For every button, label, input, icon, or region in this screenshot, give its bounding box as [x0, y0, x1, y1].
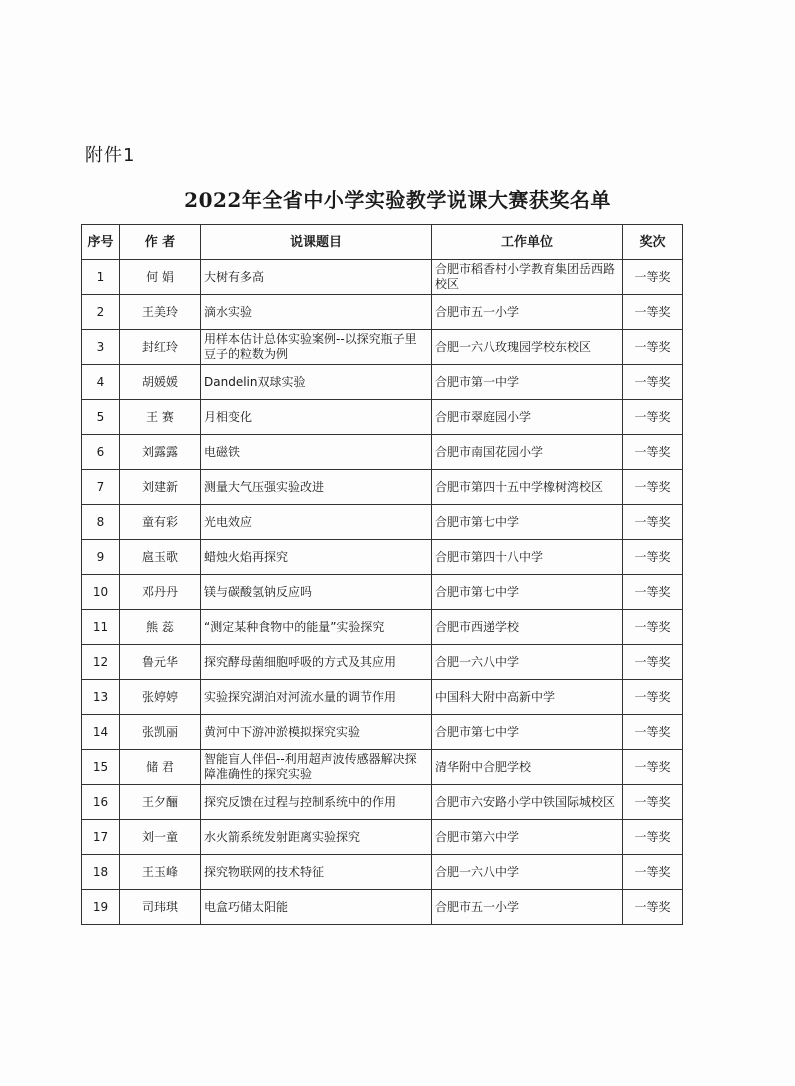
lecture-topic: 探究物联网的技术特征	[201, 855, 432, 890]
table-row	[82, 435, 683, 470]
row-number: 18	[82, 855, 120, 890]
work-unit: 合肥市五一小学	[432, 295, 623, 330]
row-number: 15	[82, 750, 120, 785]
award-level: 一等奖	[623, 610, 683, 645]
author-name: 张婷婷	[120, 680, 201, 715]
table-row	[82, 610, 683, 645]
lecture-topic: 大树有多高	[201, 260, 432, 295]
author-name: 封红玲	[120, 330, 201, 365]
table-header-row	[82, 225, 683, 260]
author-name: 扈玉歌	[120, 540, 201, 575]
work-unit: 合肥市六安路小学中铁国际城校区	[432, 785, 623, 820]
author-name: 刘一童	[120, 820, 201, 855]
award-level: 一等奖	[623, 505, 683, 540]
award-level: 一等奖	[623, 540, 683, 575]
award-level: 一等奖	[623, 295, 683, 330]
work-unit: 合肥市第七中学	[432, 505, 623, 540]
author-name: 司玮琪	[120, 890, 201, 925]
column-header-no: 序号	[82, 225, 120, 260]
award-level: 一等奖	[623, 715, 683, 750]
row-number: 19	[82, 890, 120, 925]
award-level: 一等奖	[623, 330, 683, 365]
work-unit: 中国科大附中高新中学	[432, 680, 623, 715]
row-number: 16	[82, 785, 120, 820]
work-unit: 合肥市第六中学	[432, 820, 623, 855]
award-level: 一等奖	[623, 785, 683, 820]
author-name: 王美玲	[120, 295, 201, 330]
author-name: 邓丹丹	[120, 575, 201, 610]
work-unit: 合肥市稻香村小学教育集团岳西路校区	[432, 260, 623, 295]
lecture-topic: 探究酵母菌细胞呼吸的方式及其应用	[201, 645, 432, 680]
table-row	[82, 400, 683, 435]
work-unit: 合肥市翠庭园小学	[432, 400, 623, 435]
award-level: 一等奖	[623, 750, 683, 785]
document-title: 2022年全省中小学实验教学说课大赛获奖名单	[184, 188, 611, 212]
award-level: 一等奖	[623, 680, 683, 715]
table-row	[82, 820, 683, 855]
award-level: 一等奖	[623, 645, 683, 680]
table-row	[82, 785, 683, 820]
lecture-topic: 水火箭系统发射距离实验探究	[201, 820, 432, 855]
author-name: 储 君	[120, 750, 201, 785]
author-name: 王夕酾	[120, 785, 201, 820]
author-name: 王 赛	[120, 400, 201, 435]
work-unit: 合肥市第四十八中学	[432, 540, 623, 575]
lecture-topic: 电盒巧储太阳能	[201, 890, 432, 925]
work-unit: 合肥市五一小学	[432, 890, 623, 925]
lecture-topic: 电磁铁	[201, 435, 432, 470]
row-number: 2	[82, 295, 120, 330]
row-number: 14	[82, 715, 120, 750]
author-name: 张凯丽	[120, 715, 201, 750]
lecture-topic: Dandelin双球实验	[201, 365, 432, 400]
work-unit: 合肥市第七中学	[432, 715, 623, 750]
attachment-label: 附件1	[85, 145, 136, 166]
work-unit: 合肥市第一中学	[432, 365, 623, 400]
award-level: 一等奖	[623, 470, 683, 505]
table-row	[82, 295, 683, 330]
row-number: 7	[82, 470, 120, 505]
row-number: 11	[82, 610, 120, 645]
lecture-topic: 镁与碳酸氢钠反应吗	[201, 575, 432, 610]
table-row	[82, 505, 683, 540]
row-number: 9	[82, 540, 120, 575]
author-name: 童有彩	[120, 505, 201, 540]
table-row	[82, 645, 683, 680]
award-level: 一等奖	[623, 820, 683, 855]
table-row	[82, 575, 683, 610]
work-unit: 清华附中合肥学校	[432, 750, 623, 785]
author-name: 何 娟	[120, 260, 201, 295]
work-unit: 合肥市第四十五中学橡树湾校区	[432, 470, 623, 505]
table-row	[82, 365, 683, 400]
author-name: 胡媛媛	[120, 365, 201, 400]
row-number: 12	[82, 645, 120, 680]
work-unit: 合肥市南国花园小学	[432, 435, 623, 470]
lecture-topic: 光电效应	[201, 505, 432, 540]
column-header-topic: 说课题目	[201, 225, 432, 260]
lecture-topic: 月相变化	[201, 400, 432, 435]
table-row	[82, 855, 683, 890]
table-row	[82, 470, 683, 505]
work-unit: 合肥市第七中学	[432, 575, 623, 610]
author-name: 刘建新	[120, 470, 201, 505]
row-number: 6	[82, 435, 120, 470]
award-table	[81, 224, 683, 925]
row-number: 4	[82, 365, 120, 400]
lecture-topic: 智能盲人伴侣--利用超声波传感器解决探障准确性的探究实验	[201, 750, 432, 785]
author-name: 刘露露	[120, 435, 201, 470]
row-number: 17	[82, 820, 120, 855]
award-level: 一等奖	[623, 400, 683, 435]
lecture-topic: 测量大气压强实验改进	[201, 470, 432, 505]
author-name: 鲁元华	[120, 645, 201, 680]
table-body	[82, 260, 683, 925]
row-number: 10	[82, 575, 120, 610]
column-header-unit: 工作单位	[432, 225, 623, 260]
award-level: 一等奖	[623, 575, 683, 610]
work-unit: 合肥市西递学校	[432, 610, 623, 645]
award-level: 一等奖	[623, 365, 683, 400]
row-number: 1	[82, 260, 120, 295]
lecture-topic: “测定某种食物中的能量”实验探究	[201, 610, 432, 645]
work-unit: 合肥一六八中学	[432, 645, 623, 680]
table-row	[82, 890, 683, 925]
lecture-topic: 用样本估计总体实验案例--以探究瓶子里豆子的粒数为例	[201, 330, 432, 365]
author-name: 熊 蕊	[120, 610, 201, 645]
lecture-topic: 蜡烛火焰再探究	[201, 540, 432, 575]
lecture-topic: 黄河中下游冲淤模拟探究实验	[201, 715, 432, 750]
award-level: 一等奖	[623, 890, 683, 925]
award-level: 一等奖	[623, 855, 683, 890]
lecture-topic: 探究反馈在过程与控制系统中的作用	[201, 785, 432, 820]
column-header-author: 作 者	[120, 225, 201, 260]
work-unit: 合肥一六八中学	[432, 855, 623, 890]
lecture-topic: 实验探究湖泊对河流水量的调节作用	[201, 680, 432, 715]
table-row	[82, 750, 683, 785]
row-number: 8	[82, 505, 120, 540]
lecture-topic: 滴水实验	[201, 295, 432, 330]
table-row	[82, 680, 683, 715]
table-row	[82, 540, 683, 575]
award-level: 一等奖	[623, 260, 683, 295]
row-number: 13	[82, 680, 120, 715]
author-name: 王玉峰	[120, 855, 201, 890]
table-row	[82, 715, 683, 750]
row-number: 3	[82, 330, 120, 365]
award-level: 一等奖	[623, 435, 683, 470]
row-number: 5	[82, 400, 120, 435]
table-row	[82, 330, 683, 365]
column-header-award: 奖次	[623, 225, 683, 260]
table-row	[82, 260, 683, 295]
work-unit: 合肥一六八玫瑰园学校东校区	[432, 330, 623, 365]
